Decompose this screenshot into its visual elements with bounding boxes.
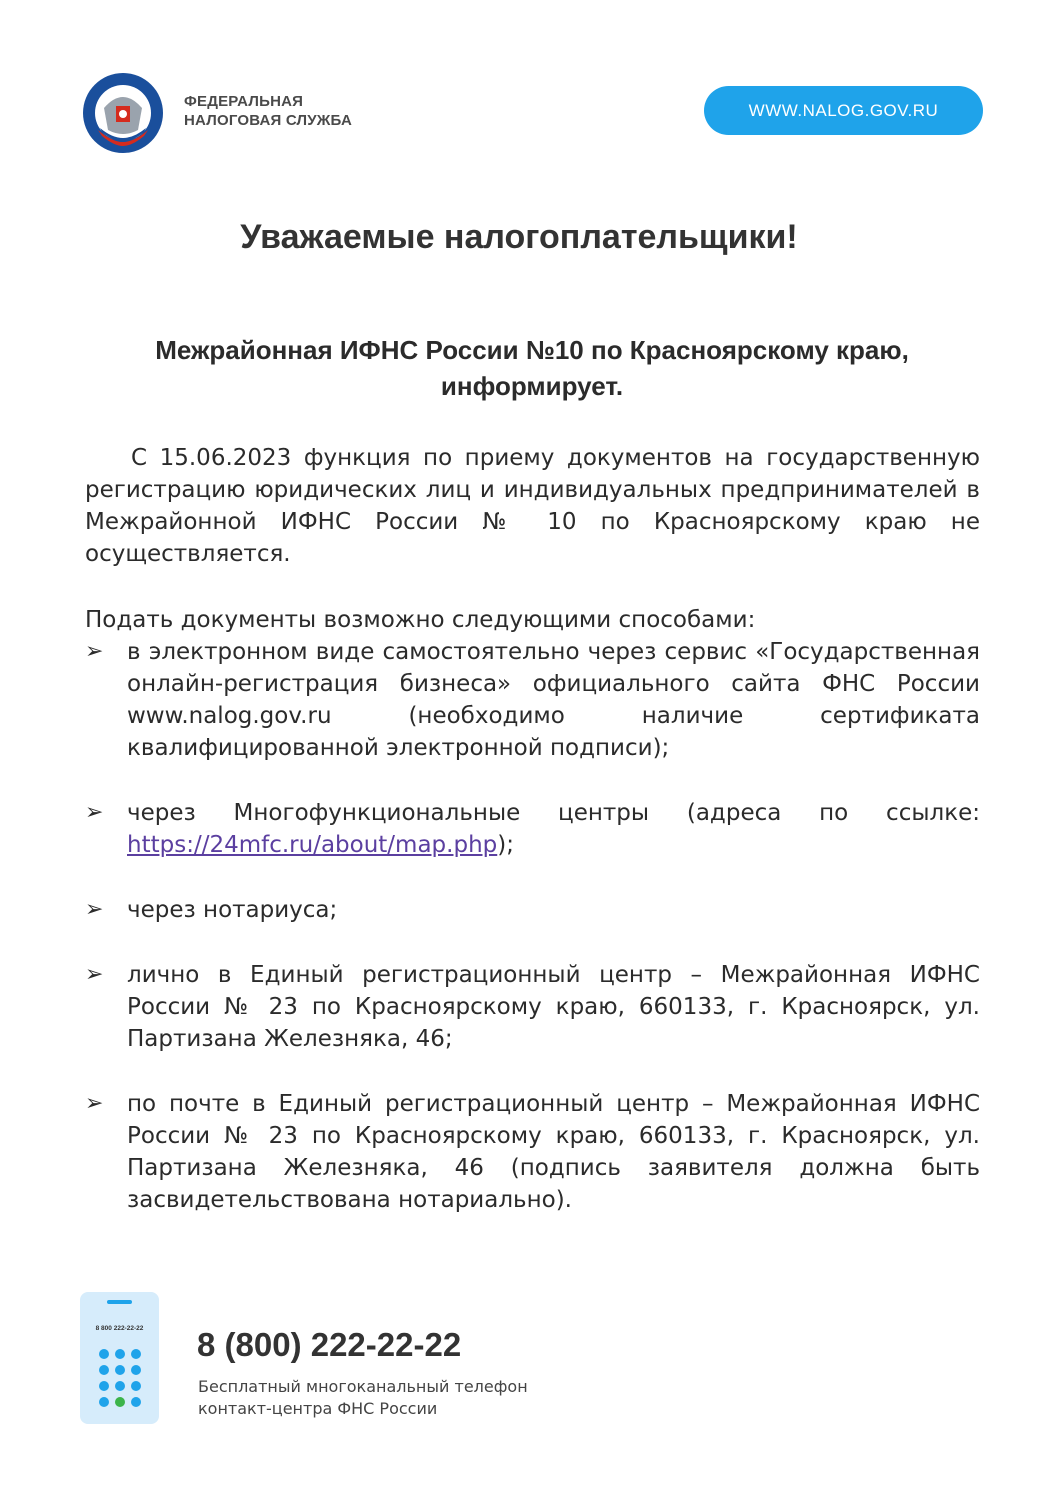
- arrow-bullet-icon: ➢: [85, 800, 104, 825]
- phone-caption-line2: контакт-центра ФНС России: [198, 1399, 438, 1418]
- fns-emblem-icon: [82, 72, 164, 154]
- org-name-line1: ФЕДЕРАЛЬНАЯ: [184, 93, 304, 110]
- method-post: по почте в Единый регистрационный центр – Межрайонная ИФНС России № 23 по Красноярскому краю, 660133, г. Красноярск, ул. Партизана Железняка, 46 (подпись заявителя должна быть засвидетельствована нотариально).: [127, 1091, 980, 1213]
- arrow-bullet-icon: ➢: [85, 1091, 104, 1116]
- arrow-bullet-icon: ➢: [85, 962, 104, 987]
- intro-paragraph: С 15.06.2023 функция по приему документов на государственную регистрацию юридических лиц и индивидуальных предпринимателей в Межрайонной ИФНС России № 10 по Красноярскому краю не осуществляется.: [85, 445, 980, 567]
- phone-screen-text: 8 800 222-22-22: [95, 1325, 144, 1332]
- method-mfc-prefix: через Многофункциональные центры (адреса по ссылке:: [127, 800, 980, 826]
- body-content: [85, 442, 980, 1216]
- method-notary: через нотариуса;: [127, 897, 338, 923]
- method-mfc-suffix: );: [497, 832, 514, 858]
- arrow-bullet-icon: ➢: [85, 639, 104, 664]
- phone-keypad-icon: [80, 1292, 159, 1424]
- list-item: [85, 1088, 980, 1216]
- page-subtitle: Межрайонная ИФНС России №10 по Красноярскому краю, информирует.: [155, 335, 909, 401]
- page-header: [0, 0, 1038, 170]
- org-name: [184, 92, 352, 130]
- org-name-line2: НАЛОГОВАЯ СЛУЖБА: [184, 112, 352, 129]
- method-in-person: лично в Единый регистрационный центр – Межрайонная ИФНС России № 23 по Красноярскому краю, 660133, г. Красноярск, ул. Партизана Железняка, 46;: [127, 962, 980, 1052]
- phone-caption: [198, 1376, 528, 1420]
- mfc-map-link[interactable]: https://24mfc.ru/about/map.php: [127, 832, 498, 858]
- phone-number[interactable]: 8 (800) 222-22-22: [197, 1326, 462, 1363]
- page-footer: [0, 1280, 1038, 1440]
- list-item: [85, 894, 980, 926]
- methods-lead: Подать документы возможно следующими способами:: [85, 607, 756, 633]
- list-item: [85, 797, 980, 861]
- phone-caption-line1: Бесплатный многоканальный телефон: [198, 1377, 528, 1396]
- method-online: в электронном виде самостоятельно через сервис «Государственная онлайн-регистрация бизнеса» официального сайта ФНС России www.nalog.gov.ru (необходимо наличие сертификата квалифицированной электронной подписи);: [127, 639, 980, 761]
- list-item: [85, 636, 980, 764]
- list-item: [85, 959, 980, 1055]
- methods-list: [85, 636, 980, 1216]
- website-badge[interactable]: WWW.NALOG.GOV.RU: [704, 86, 983, 135]
- arrow-bullet-icon: ➢: [85, 897, 104, 922]
- page-title: Уважаемые налогоплательщики!: [240, 218, 798, 256]
